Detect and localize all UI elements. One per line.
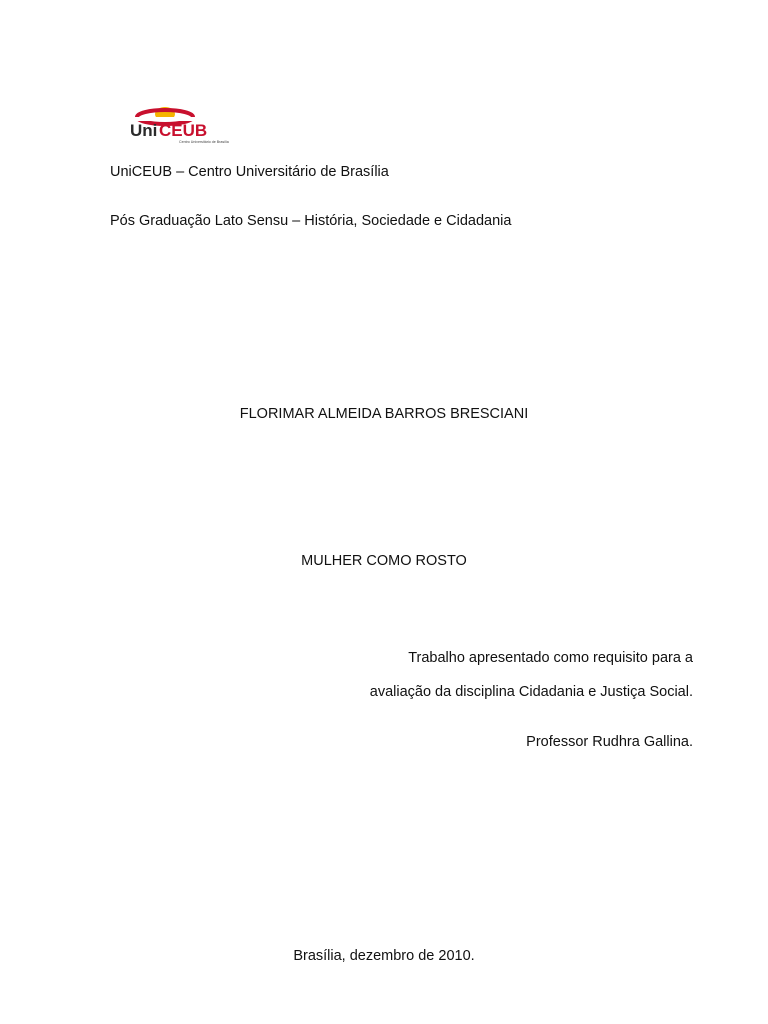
- logo-tagline: Centro Universitário de Brasília: [179, 140, 229, 144]
- logo-brand-main: CEUB: [159, 121, 208, 140]
- place-date: Brasília, dezembro de 2010.: [293, 948, 475, 964]
- note-line-2: avaliação da disciplina Cidadania e Justiça Social.: [369, 684, 693, 700]
- institution-line: UniCEUB – Centro Universitário de Brasília: [110, 164, 389, 180]
- note-line-1: Trabalho apresentado como requisito para a: [408, 650, 693, 666]
- professor-line: Professor Rudhra Gallina.: [526, 734, 693, 750]
- program-line: Pós Graduação Lato Sensu – História, Sociedade e Cidadania: [110, 213, 512, 229]
- logo-brand-prefix: Uni: [130, 121, 158, 140]
- document-title: MULHER COMO ROSTO: [301, 553, 467, 569]
- author-name: FLORIMAR ALMEIDA BARROS BRESCIANI: [239, 406, 529, 422]
- uniceub-logo: [129, 104, 237, 148]
